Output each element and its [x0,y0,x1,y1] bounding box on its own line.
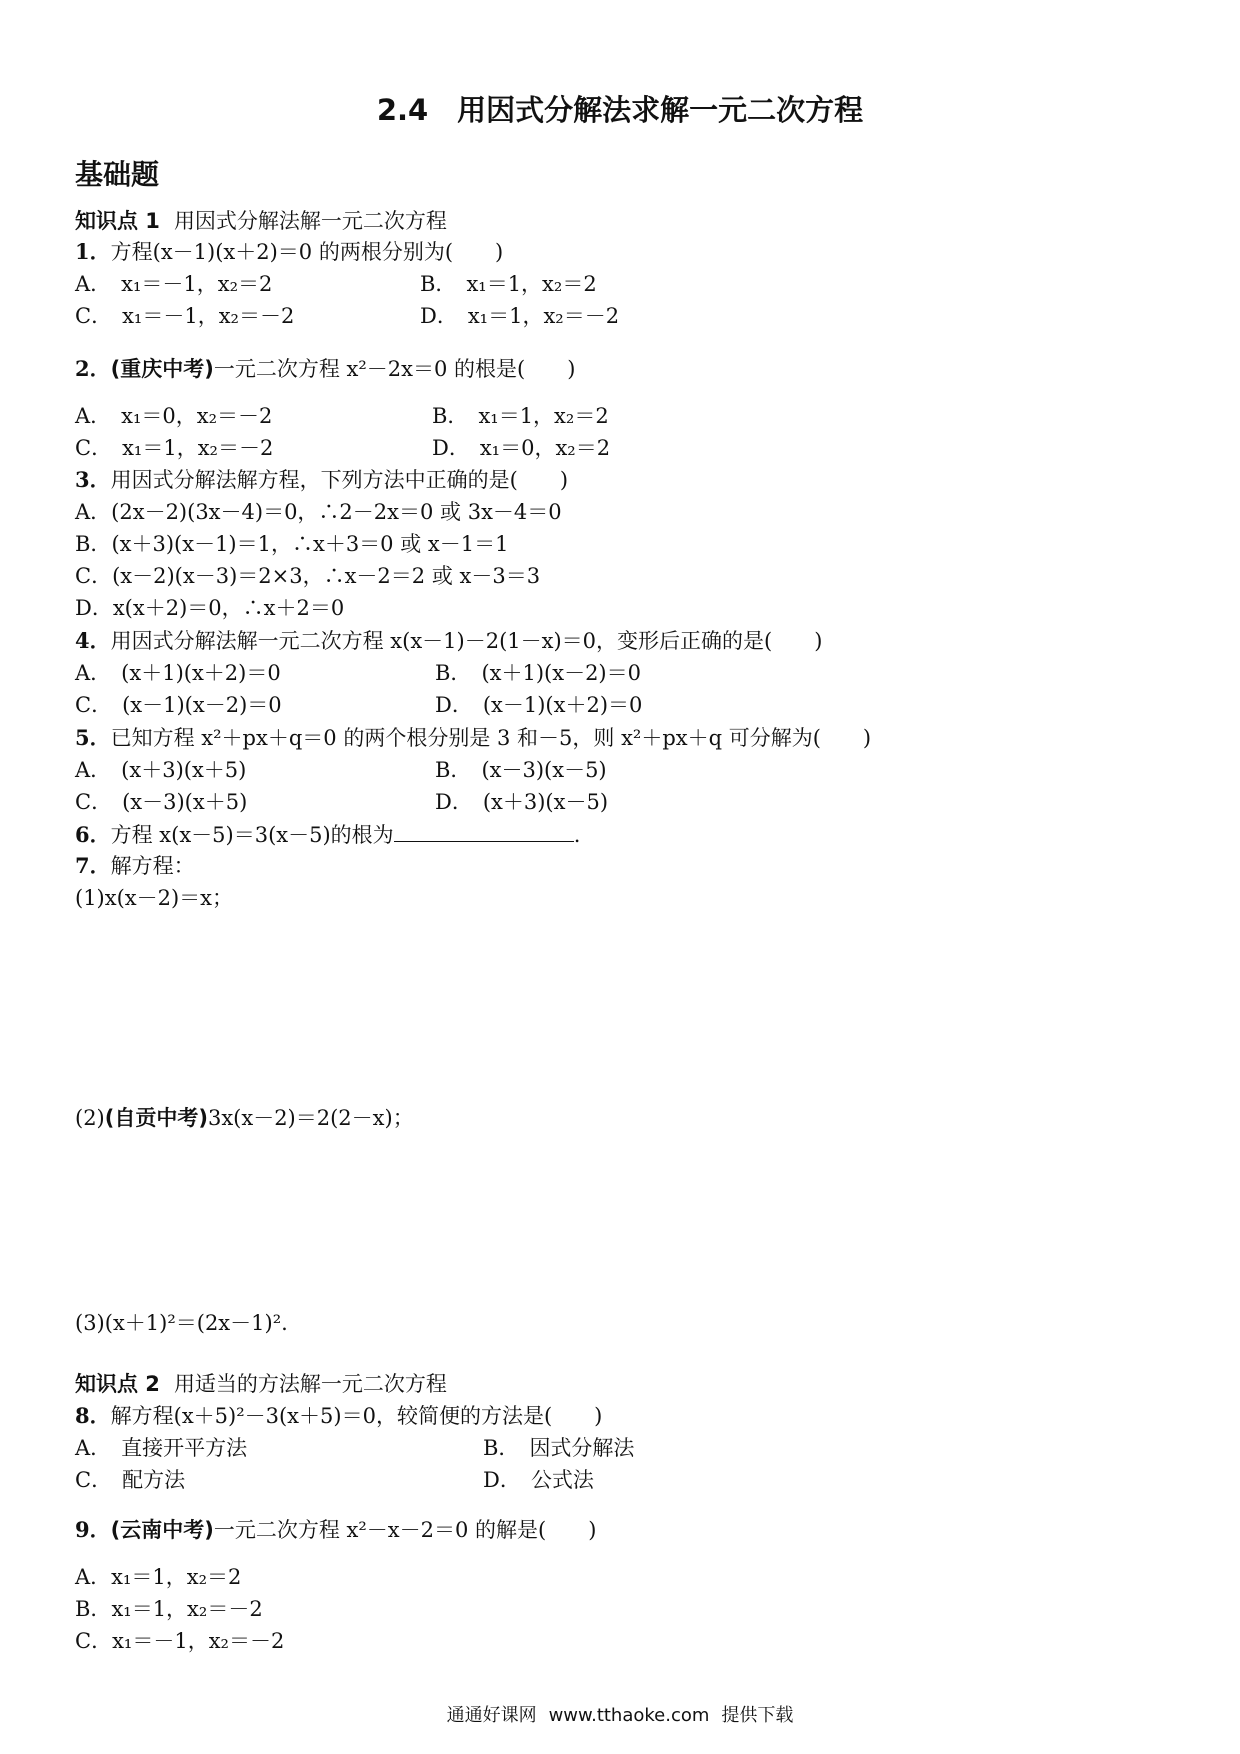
option-b: B． 因式分解法 [483,1436,635,1460]
part-text: x(x－2)＝x； [104,886,234,910]
question-5-options-row-2 [75,788,1075,816]
question-1-options-row-2 [75,302,1075,330]
question-number: 9． [75,1517,111,1542]
part-source: (自贡中考) [104,1106,208,1130]
question-text: 方程(x－1)(x＋2)＝0 的两根分别为( ) [110,240,504,264]
question-source: (云南中考) [110,1518,214,1542]
option-b: B． x₁＝1，x₂＝2 [432,404,609,428]
option-a: A． (x＋1)(x＋2)＝0 [75,661,281,685]
question-1-stem [75,238,503,266]
question-number: 7． [75,853,111,878]
part-prefix: (1) [75,886,105,910]
question-7-part-3 [75,1309,288,1337]
question-text: 用因式分解法解方程，下列方法中正确的是( ) [110,468,569,492]
page-title: 2.4 用因式分解法求解一元二次方程 [376,93,864,127]
question-number: 3． [75,467,111,492]
question-1-options-row-1 [75,270,1075,298]
option-b: B． x₁＝1，x₂＝2 [420,272,597,296]
knowledge-point-label: 知识点 1 [75,209,160,233]
knowledge-point-text: 用因式分解法解一元二次方程 [173,209,447,233]
knowledge-point-1 [75,207,447,235]
knowledge-point-label: 知识点 2 [75,1372,160,1396]
question-text: 一元二次方程 x²－x－2＝0 的解是( ) [213,1518,597,1542]
question-number: 8． [75,1403,111,1428]
question-8-options-row-1 [75,1434,1075,1462]
option-b: B．x₁＝1，x₂＝－2 [75,1597,263,1621]
option-d: D． x₁＝1，x₂＝－2 [420,304,620,328]
option-a: A．(2x－2)(3x－4)＝0，∴2－2x＝0 或 3x－4＝0 [75,500,562,524]
answer-blank[interactable] [394,823,574,842]
question-number: 6． [75,822,111,847]
page-footer [0,1704,1240,1728]
question-text: 一元二次方程 x²－2x＝0 的根是( ) [213,357,576,381]
knowledge-point-2 [75,1370,447,1398]
question-8-stem [75,1402,602,1430]
question-number: 1． [75,239,111,264]
part-prefix: (3) [75,1311,105,1335]
question-5-stem [75,724,871,752]
option-c: C．(x－2)(x－3)＝2×3，∴x－2＝2 或 x－3＝3 [75,564,541,588]
footer-suffix: 提供下载 [721,1705,794,1726]
option-d: D． 公式法 [483,1468,594,1492]
option-a: A． x₁＝0，x₂＝－2 [75,404,273,428]
question-4-options-row-2 [75,691,1075,719]
option-d: D． (x＋3)(x－5) [435,790,609,814]
question-number: 2． [75,356,111,381]
part-text: 3x(x－2)＝2(2－x)； [207,1106,414,1130]
part-prefix: (2) [75,1106,105,1130]
option-c: C． x₁＝1，x₂＝－2 [75,436,274,460]
option-a: A． 直接开平方法 [75,1436,248,1460]
option-d: D．x(x＋2)＝0，∴x＋2＝0 [75,596,345,620]
question-text: 解方程： [110,854,195,878]
footer-site-name: 通通好课网 [446,1705,537,1726]
question-number: 4． [75,628,111,653]
question-5-options-row-1 [75,756,1075,784]
option-c: C． (x－3)(x＋5) [75,790,248,814]
option-b: B． (x－3)(x－5) [435,758,607,782]
section-title: 基础题 [75,158,160,191]
knowledge-point-text: 用适当的方法解一元二次方程 [173,1372,447,1396]
option-c: C． 配方法 [75,1468,186,1492]
option-a: A．x₁＝1，x₂＝2 [75,1565,242,1589]
part-text: (x＋1)²＝(2x－1)². [104,1311,288,1335]
question-number: 5． [75,725,111,750]
footer-url[interactable]: www.tthaoke.com [548,1705,710,1726]
option-c: C． x₁＝－1，x₂＝－2 [75,304,295,328]
question-text: 用因式分解法解一元二次方程 x(x－1)－2(1－x)＝0，变形后正确的是( ) [110,629,823,653]
question-6-stem [75,821,580,849]
option-d: D． x₁＝0，x₂＝2 [432,436,611,460]
option-c: C．x₁＝－1，x₂＝－2 [75,1629,285,1653]
question-tail: . [573,823,581,847]
question-2-stem [75,355,575,383]
question-source: (重庆中考) [110,357,214,381]
question-7-part-1 [75,884,233,912]
question-2-options-row-1 [75,402,1075,430]
option-d: D． (x－1)(x＋2)＝0 [435,693,643,717]
question-text: 解方程(x＋5)²－3(x＋5)＝0，较简便的方法是( ) [110,1404,603,1428]
question-text: 已知方程 x²＋px＋q＝0 的两个根分别是 3 和－5，则 x²＋px＋q 可分解为( ) [110,726,872,750]
option-b: B． (x＋1)(x－2)＝0 [435,661,641,685]
question-7-stem [75,852,195,880]
question-text: 方程 x(x－5)＝3(x－5)的根为 [110,823,394,847]
question-8-options-row-2 [75,1466,1075,1494]
option-a: A． (x＋3)(x＋5) [75,758,247,782]
question-2-options-row-2 [75,434,1075,462]
question-7-part-2 [75,1104,414,1132]
question-9-stem [75,1516,596,1544]
question-4-options-row-1 [75,659,1075,687]
option-b: B．(x＋3)(x－1)＝1，∴x＋3＝0 或 x－1＝1 [75,532,509,556]
option-a: A． x₁＝－1，x₂＝2 [75,272,273,296]
question-3-stem [75,466,568,494]
option-c: C． (x－1)(x－2)＝0 [75,693,282,717]
question-4-stem [75,627,822,655]
